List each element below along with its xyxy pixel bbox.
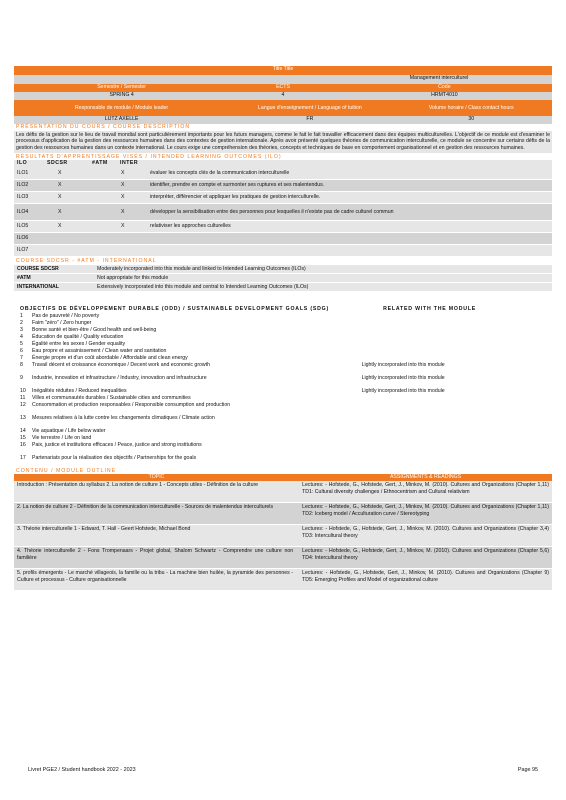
sdg-goal: Villes et communautés durables / Sustainable cities and communities [32, 394, 191, 401]
legend-table [14, 265, 552, 292]
ilo-sdcsr-mark: X [58, 170, 62, 177]
meta-header-1 [14, 84, 552, 92]
outline-readings: Lectures: - Hofstede, G., Hofstede, Gert, J., Minkov, M. (2010). Cultures and Organizations (Chapter 3,4) TD3: Intercultural theory [302, 526, 549, 539]
sdg-row [14, 455, 552, 468]
ilo-sdcsr-mark: X [58, 194, 62, 201]
sdg-goal: Mesures relatives à la lutte contre les changements climatiques / Climate action [32, 414, 215, 421]
outline-row [14, 503, 552, 525]
sdg-number: 7 [20, 354, 23, 361]
sdg-goal: Inégalités réduites / Reduced inequalities [32, 387, 127, 394]
legend-key: COURSE SDCSR [17, 265, 59, 272]
outline-heading: CONTENU / MODULE OUTLINE [16, 467, 117, 474]
sdg-row [14, 415, 552, 428]
sdg-number: 14 [20, 427, 26, 434]
ilo-description: évaluer les concepts clés de la communication interculturelle [150, 170, 290, 177]
ilo-sdcsr-mark: X [58, 208, 62, 215]
sdg-number: 6 [20, 347, 23, 354]
title-value-bar [14, 75, 552, 84]
legend-heading: COURSE SDCSR - #ATM - INTERNATIONAL [16, 258, 157, 265]
ilo-inter-mark: X [121, 182, 125, 189]
sdg-goal: Vie terrestre / Life on land [32, 434, 92, 441]
assignments-header: ASSIGNMENTS & READINGS [389, 474, 462, 481]
sdg-goal: Énergie propre et d'un coût abordable / Affordable and clean energy [32, 354, 188, 361]
ilo-sdcsr-mark: X [58, 182, 62, 189]
volume-header: Volume horaire / Class contact hours [428, 104, 514, 111]
sdg-number: 8 [20, 361, 23, 368]
sdg-row [14, 341, 552, 348]
sdg-number: 5 [20, 340, 23, 347]
sdg-goal: Consommation et production responsables / Responsible consumption and production [32, 401, 231, 408]
ilo-column-headers [14, 160, 552, 168]
ilo-heading: RÉSULTATS D'APPRENTISSAGE VISÉS / INTENDED LEARNING OUTCOMES (ILO) [16, 153, 282, 160]
ects-header: ECTS [276, 84, 290, 90]
page-footer [28, 767, 538, 773]
ilo-table [14, 168, 552, 257]
sdg-row [14, 355, 552, 362]
outline-readings: Lectures: - Hofstede, G., Hofstede, Gert, J., Minkov, M. (2010). Cultures and Organizations (Chapter 1,11) TD1: Cultural diversity challenges / Ethnocentrism and Cultural relativism [302, 482, 549, 495]
sdg-row [14, 442, 552, 455]
ilo-sdcsr-mark: X [58, 223, 62, 230]
sdg-header [14, 306, 556, 313]
legend-row [14, 274, 552, 283]
ilo-id: ILO5 [17, 223, 29, 230]
sdg-row [14, 313, 552, 320]
ilo-inter-mark: X [121, 208, 125, 215]
sdg-goal: Bonne santé et bien-être / Good health and well-being [32, 326, 157, 333]
ilo-inter-mark: X [121, 194, 125, 201]
sdg-goal: Éducation de qualité / Quality education [32, 333, 124, 340]
semester-header: Semestre / Semester [97, 84, 146, 90]
ilo-id: ILO6 [17, 235, 29, 242]
footer-page-number: Page 95 [517, 767, 538, 773]
volume-value: 30 [468, 116, 475, 122]
sdg-row [14, 388, 552, 395]
ilo-id: ILO3 [17, 194, 29, 201]
sdg-goal: Pas de pauvreté / No poverty [32, 312, 100, 319]
sdg-number: 17 [20, 454, 26, 461]
legend-key: #ATM [17, 274, 31, 281]
sdg-number: 3 [20, 326, 23, 333]
ilo-row [14, 168, 552, 180]
code-value: HRMT4010 [431, 92, 458, 98]
sdg-row [14, 428, 552, 435]
outline-table [14, 481, 552, 591]
sdg-heading: OBJECTIFS DE DÉVELOPPEMENT DURABLE (ODD) / SUSTAINABLE DEVELOPMENT GOALS (SDG) [20, 305, 330, 312]
sdg-number: 16 [20, 441, 26, 448]
sdg-row [14, 348, 552, 355]
sdg-number: 10 [20, 387, 26, 394]
ilo-col-ilo: ILO [17, 160, 28, 167]
ilo-id: ILO2 [17, 182, 29, 189]
title-label-bar [14, 66, 552, 75]
sdg-related: Lightly incorporated into this module [361, 361, 445, 368]
ilo-col-atm: #ATM [92, 160, 108, 167]
sdg-related-heading: RELATED WITH THE MODULE [383, 305, 477, 312]
legend-row [14, 283, 552, 292]
sdg-goal: Industrie, innovation et infrastructure / Industry, innovation and infrastructure [32, 374, 207, 381]
sdg-number: 15 [20, 434, 26, 441]
course-sheet [14, 66, 552, 591]
ects-value: 4 [281, 92, 285, 98]
outline-readings: Lectures: - Hofstede, G., Hofstede, Gert, J., Minkov, M. (2010). Cultures and Organizations (Chapter 9) TD5: Emerging Profiles and Model of organizational culture [302, 570, 549, 583]
ilo-id: ILO4 [17, 208, 29, 215]
sdg-table [14, 313, 552, 468]
ilo-description: interpréter, différencier et appliquer les pratiques de gestion interculturelle. [150, 194, 321, 201]
outline-topic: 5. profils émergents - Le marché villageois, la famille ou la tribu - La machine bien huilée, la pyramide des personnes - Culture et processus - Culture organisationnelle [17, 570, 294, 583]
sdg-row [14, 320, 552, 327]
sdg-number: 13 [20, 414, 26, 421]
sdg-related: Lightly incorporated into this module [361, 387, 445, 394]
outline-column-headers [14, 474, 552, 481]
outline-row [14, 525, 552, 547]
title-label: Title Title [272, 66, 294, 72]
ilo-row [14, 180, 552, 192]
sdg-goal: Partenariats pour la réalisation des objectifs / Partnerships for the goals [32, 454, 197, 461]
ilo-row [14, 233, 552, 245]
sdg-number: 9 [20, 374, 23, 381]
sdg-goal: Faim "zéro" / Zero hunger [32, 319, 92, 326]
leader-header: Responsable de module / Module leader [75, 104, 169, 111]
sdg-row [14, 362, 552, 375]
sdg-goal: Vie aquatique / Life below water [32, 427, 106, 434]
language-header: Langue d'enseignement / Language of tuition [258, 104, 362, 111]
legend-row [14, 265, 552, 274]
outline-topic: 2. La notion de culture 2 - Définition de la communication interculturelle - Sources de malentendus interculturels [17, 504, 274, 511]
outline-readings: Lectures: - Hofstede, G., Hofstede, Gert, J., Minkov, M. (2010). Cultures and Organizations (Chapter 5,6) TD4: Intercultural theory [302, 548, 549, 561]
outline-row [14, 481, 552, 503]
outline-topic: Introduction : Présentation du syllabus 2. La notion de culture 1 - Concepts utiles - Définition de la culture [17, 482, 259, 489]
sdg-row [14, 334, 552, 341]
sdg-goal: Travail décent et croissance économique / Decent work and economic growth [32, 361, 211, 368]
topic-header: TOPIC [148, 474, 165, 481]
sdg-goal: Paix, justice et institutions efficaces / Peace, justice and strong institutions [32, 441, 202, 448]
sdg-number: 4 [20, 333, 23, 340]
ilo-row [14, 192, 552, 204]
meta-values-2 [14, 116, 552, 124]
sdg-row [14, 375, 552, 388]
ilo-inter-mark: X [121, 223, 125, 230]
ilo-description: relativiser les approches culturelles [150, 223, 231, 230]
ilo-description: identifier, prendre en compte et surmonter ses ruptures et ses malentendus. [150, 182, 325, 189]
outline-row [14, 547, 552, 569]
semester-value: SPRING 4 [109, 92, 134, 98]
outline-topic: 4. Théorie interculturelle 2 - Fons Trompenaars - Projet global, Shalom Schwartz - Comprendre une culture non familière [17, 548, 294, 561]
outline-readings: Lectures: - Hofstede, G., Hofstede, Gert, J., Minkov, M. (2010). Cultures and Organizations (Chapter 1,11) TD2: Iceberg model / Acculturation curve / Stereotyping [302, 504, 549, 517]
sdg-row [14, 435, 552, 442]
leader-value: LUTZ AXELLE [104, 116, 139, 122]
ilo-id: ILO1 [17, 170, 29, 177]
footer-handbook: Livret PGE2 / Student handbook 2022 - 2023 [28, 767, 136, 773]
legend-text: Moderately incorporated into this module and linked to Intended Learning Outcomes (ILOs) [97, 265, 306, 272]
legend-key: INTERNATIONAL [17, 283, 59, 290]
ilo-inter-mark: X [121, 170, 125, 177]
ilo-row [14, 245, 552, 257]
course-title: Management interculturel [409, 75, 469, 81]
sdg-related: Lightly incorporated into this module [361, 374, 445, 381]
legend-text: Not appropriate for this module [97, 274, 169, 281]
meta-values-1 [14, 92, 552, 100]
description-heading: PRÉSENTATION DU COURS / COURSE DESCRIPTION [16, 124, 191, 130]
description-text: Les défis de la gestion sur le lieu de travail mondial sont particulièrement importants pour les futurs managers, comme le fait le fait travailler efficacement dans des équipes multiculturelles. L'objectif de ce module est d'examiner le processus d'application de la gestion des ressources humaines dans des contextes de gestion internationale. Après avoir présenté quelques théories de communication interculturelle, ce module se concentre sur certains défis de la gestion des ressources humaines dans un contexte international. Le cours exige une compréhension des théories, concepts et techniques de base en comportement organisationnel et en gestion des ressources humaines. [16, 131, 550, 151]
ilo-col-inter: INTER [120, 160, 139, 167]
language-value: FR [306, 116, 314, 122]
meta-header-2 [14, 100, 552, 116]
sdg-number: 2 [20, 319, 23, 326]
ilo-description: développer la sensibilisation entre des personnes pour lesquelles il n'existe pas de cadre culturel commun [150, 208, 394, 215]
sdg-number: 11 [20, 394, 26, 401]
sdg-goal: Eau propre et assainissement / Clean water and sanitation [32, 347, 167, 354]
sdg-row [14, 395, 552, 402]
ilo-row [14, 221, 552, 233]
sdg-number: 1 [20, 312, 23, 319]
sdg-number: 12 [20, 401, 26, 408]
ilo-id: ILO7 [17, 247, 29, 254]
ilo-col-sdcsr: SDCSR [47, 160, 68, 167]
sdg-row [14, 402, 552, 415]
ilo-row [14, 204, 552, 221]
code-header: Code [438, 84, 451, 90]
outline-row [14, 569, 552, 591]
outline-topic: 3. Théorie interculturelle 1 - Edward, T. Hall - Geert Hofstede, Michael Bond [17, 526, 191, 533]
sdg-goal: Égalité entre les sexes / Gender equality [32, 340, 126, 347]
legend-text: Extensively incorporated into this module and central to Intended Learning Outcomes (ILOs) [97, 283, 309, 290]
sdg-row [14, 327, 552, 334]
